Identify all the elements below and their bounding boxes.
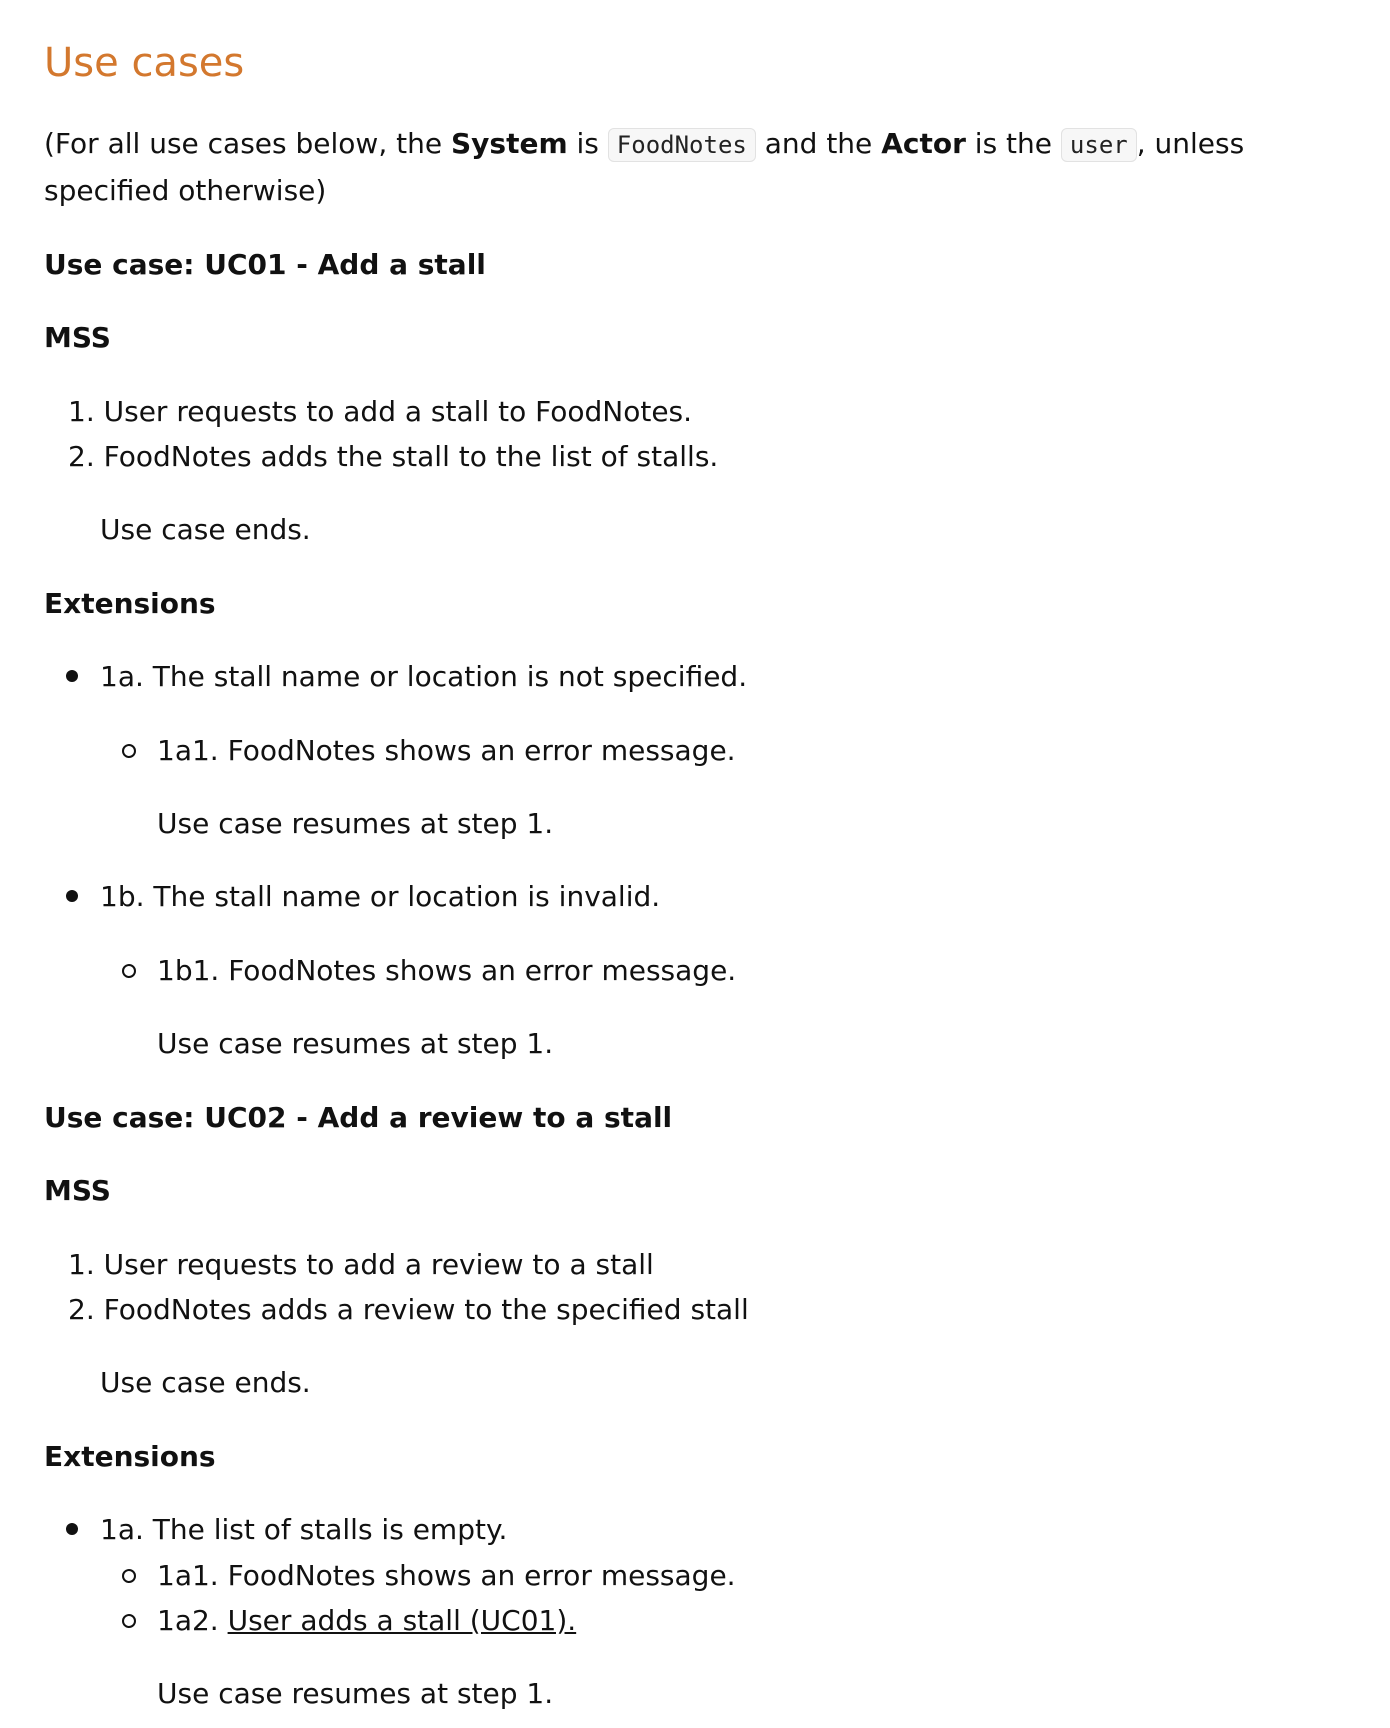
bullet-dot-icon <box>66 670 78 682</box>
bullet-dot-icon <box>66 890 78 902</box>
uc02-title: Use case: UC02 - Add a review to a stall <box>44 1101 673 1134</box>
uc01-step-1: 1. User requests to add a stall to FoodNotes. <box>68 395 693 428</box>
uc02-mss-heading: MSS <box>44 1174 111 1207</box>
intro-text: and the <box>755 127 882 160</box>
uc01-title: Use case: UC01 - Add a stall <box>44 248 486 281</box>
intro-text: is the <box>965 127 1061 160</box>
uc01-ext-1a: 1a. The stall name or location is not specified. <box>100 660 748 693</box>
bullet-circle-icon <box>122 1614 136 1628</box>
system-label: System <box>450 127 568 160</box>
bullet-dot-icon <box>66 1523 78 1535</box>
uc01-link[interactable]: User adds a stall (UC01). <box>227 1604 577 1637</box>
uc01-ext-1b1: 1b1. FoodNotes shows an error message. <box>157 954 737 987</box>
intro-text: is <box>567 127 608 160</box>
uc02-step-1: 1. User requests to add a review to a stall <box>68 1248 654 1281</box>
intro-text: , unless specified otherwise) <box>44 127 1245 207</box>
bullet-circle-icon <box>122 1569 136 1583</box>
intro-paragraph <box>44 121 1344 214</box>
uc01-ext-1a-resume: Use case resumes at step 1. <box>157 807 554 840</box>
uc02-ext-1a1: 1a1. FoodNotes shows an error message. <box>157 1559 736 1592</box>
uc02-step-2: 2. FoodNotes adds a review to the specified stall <box>68 1293 749 1326</box>
uc02-ext-1a2-prefix: 1a2. <box>157 1604 228 1637</box>
uc02-ext-1a-resume: Use case resumes at step 1. <box>157 1677 554 1710</box>
uc01-ext-1b: 1b. The stall name or location is invalid. <box>100 880 661 913</box>
uc02-ext-1a2 <box>157 1598 576 1644</box>
uc01-extensions-heading: Extensions <box>44 587 216 620</box>
uc01-step-2: 2. FoodNotes adds the stall to the list of stalls. <box>68 440 719 473</box>
uc02-extensions-heading: Extensions <box>44 1440 216 1473</box>
uc02-ext-1a: 1a. The list of stalls is empty. <box>100 1513 508 1546</box>
uc02-ends: Use case ends. <box>100 1366 311 1399</box>
uc01-mss-heading: MSS <box>44 321 111 354</box>
actor-label: Actor <box>881 127 966 160</box>
uc01-ends: Use case ends. <box>100 513 311 546</box>
bullet-circle-icon <box>122 964 136 978</box>
uc01-ext-1a1: 1a1. FoodNotes shows an error message. <box>157 734 736 767</box>
system-code: FoodNotes <box>608 128 756 162</box>
actor-code: user <box>1061 128 1137 162</box>
page-title: Use cases <box>44 40 245 86</box>
uc01-ext-1b-resume: Use case resumes at step 1. <box>157 1027 554 1060</box>
intro-text: (For all use cases below, the <box>44 127 451 160</box>
bullet-circle-icon <box>122 744 136 758</box>
